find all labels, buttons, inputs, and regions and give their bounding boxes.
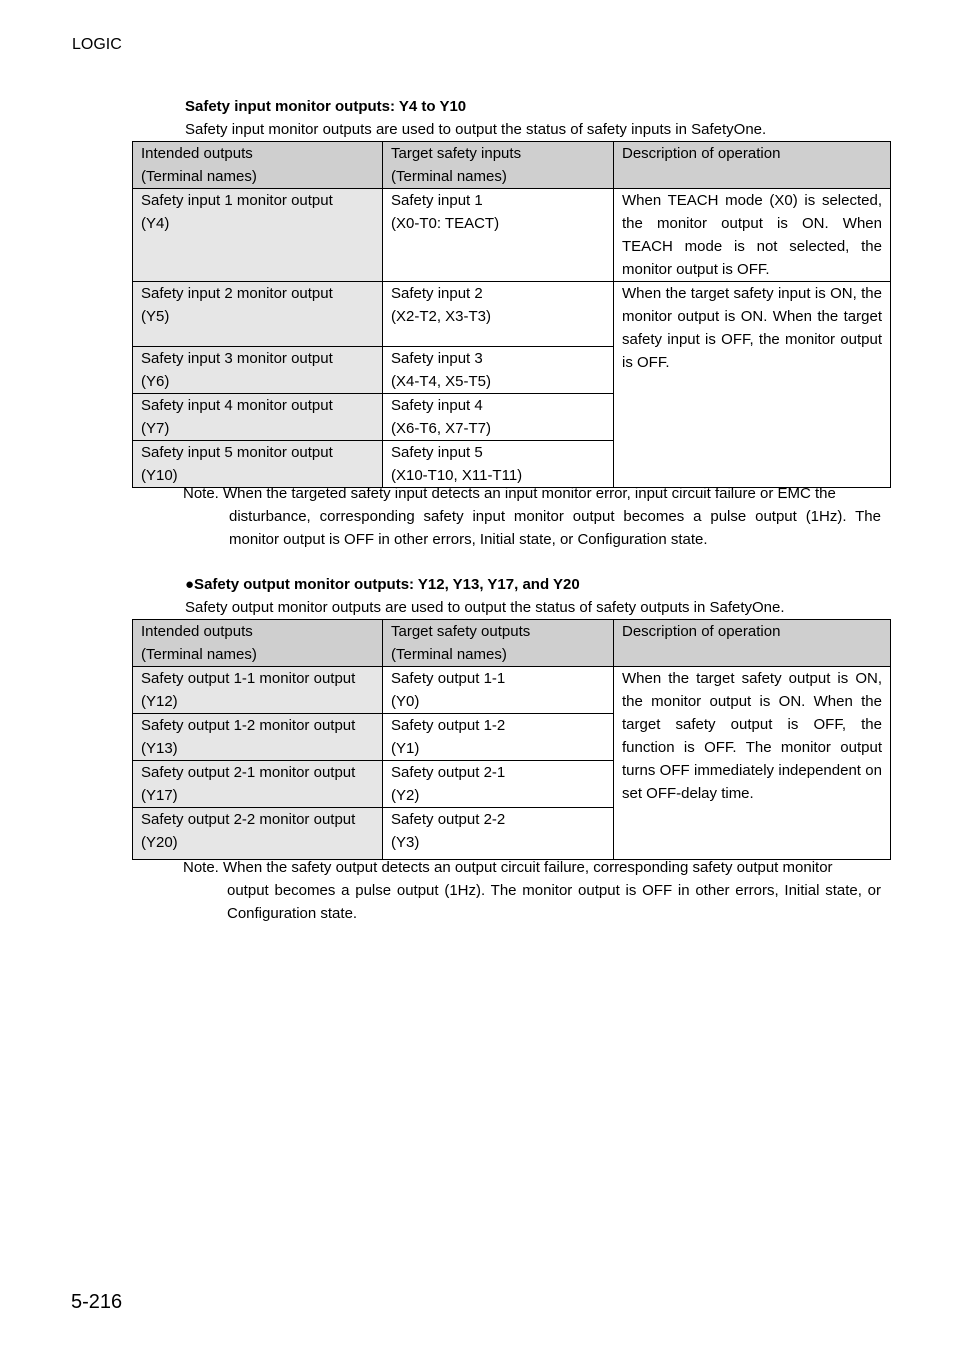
target-cell: Safety input 4 (X6-T6, X7-T7) — [383, 394, 614, 441]
note-body: output becomes a pulse output (1Hz). The monitor output is OFF in other errors, Initial state, or Configuration state. — [227, 882, 881, 922]
target-cell: Safety input 2 (X2-T2, X3-T3) — [383, 282, 614, 347]
target-cell: Safety input 1 (X0-T0: TEACT) — [383, 189, 614, 282]
output-cell: Safety output 2-2 monitor output (Y20) — [133, 808, 383, 860]
description-cell: When the target safety input is ON, the monitor output is ON. When the target safety input is OFF, the monitor output is OFF. — [614, 282, 891, 488]
output-cell: Safety output 2-1 monitor output (Y17) — [133, 761, 383, 808]
output-section-intro: Safety output monitor outputs are used to output the status of safety outputs in SafetyOne. — [185, 599, 785, 616]
output-cell: Safety input 4 monitor output (Y7) — [133, 394, 383, 441]
input-section-title: Safety input monitor outputs: Y4 to Y10 — [185, 98, 467, 115]
page-number: 5-216 — [71, 1291, 123, 1313]
header-cell: Description of operation — [614, 620, 891, 667]
header-cell: Description of operation — [614, 142, 891, 189]
note-lead: Note. When the safety output detects an output circuit failure, corresponding safety output monitor — [183, 859, 833, 876]
target-cell: Safety output 1-1 (Y0) — [383, 667, 614, 714]
table-row — [133, 667, 891, 714]
safety-input-table — [132, 141, 891, 488]
table-row — [133, 282, 891, 347]
target-cell: Safety output 1-2 (Y1) — [383, 714, 614, 761]
output-cell: Safety output 1-2 monitor output (Y13) — [133, 714, 383, 761]
description-cell: When the target safety output is ON, the monitor output is ON. When the target safety output is OFF, the function is OFF. The monitor output turns OFF immediately independent on set OFF-delay time. — [614, 667, 891, 860]
target-cell: Safety output 2-1 (Y2) — [383, 761, 614, 808]
safety-output-table — [132, 619, 891, 860]
table-header-row — [133, 142, 891, 189]
header-cell: Intended outputs (Terminal names) — [133, 142, 383, 189]
target-cell: Safety input 5 (X10-T10, X11-T11) — [383, 441, 614, 488]
table-header-row — [133, 620, 891, 667]
output-section-note — [183, 856, 881, 925]
output-cell: Safety output 1-1 monitor output (Y12) — [133, 667, 383, 714]
table-row — [133, 189, 891, 282]
page-header: LOGIC — [72, 36, 122, 53]
input-section-intro: Safety input monitor outputs are used to output the status of safety inputs in SafetyOne. — [185, 121, 767, 138]
header-cell: Target safety inputs (Terminal names) — [383, 142, 614, 189]
note-lead: Note. When the targeted safety input detects an input monitor error, input circuit failure or EMC the — [183, 485, 836, 502]
target-cell: Safety output 2-2 (Y3) — [383, 808, 614, 860]
header-cell: Target safety outputs (Terminal names) — [383, 620, 614, 667]
header-cell: Intended outputs (Terminal names) — [133, 620, 383, 667]
output-cell: Safety input 1 monitor output (Y4) — [133, 189, 383, 282]
output-section-title: ●Safety output monitor outputs: Y12, Y13, Y17, and Y20 — [185, 576, 580, 593]
description-cell: When TEACH mode (X0) is selected, the monitor output is ON. When TEACH mode is not selected, the monitor output is OFF. — [614, 189, 891, 282]
target-cell: Safety input 3 (X4-T4, X5-T5) — [383, 347, 614, 394]
output-cell: Safety input 5 monitor output (Y10) — [133, 441, 383, 488]
output-cell: Safety input 3 monitor output (Y6) — [133, 347, 383, 394]
input-section-note — [183, 482, 881, 551]
output-cell: Safety input 2 monitor output (Y5) — [133, 282, 383, 347]
note-body: disturbance, corresponding safety input monitor output becomes a pulse output (1Hz). The monitor output is OFF in other errors, Initial state, or Configuration state. — [229, 508, 881, 548]
